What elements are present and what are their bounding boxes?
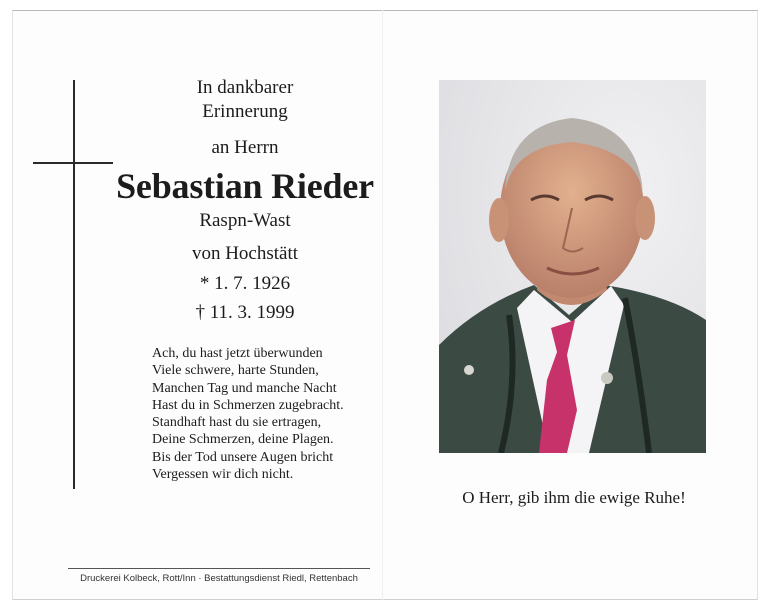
intro-line-1: In dankbarer (196, 77, 294, 98)
deceased-name: Sebastian Rieder (116, 166, 374, 206)
cross-icon-crossbar (33, 162, 113, 164)
poem-line: Hast du in Schmerzen zugebracht. (152, 397, 344, 413)
cross-icon (73, 80, 75, 489)
poem-line: Deine Schmerzen, deine Plagen. (152, 432, 334, 448)
poem-line: Vergessen wir dich nicht. (152, 467, 294, 483)
salutation: an Herrn (211, 137, 279, 158)
death-date: † 11. 3. 1999 (195, 302, 295, 323)
house-name: Raspn-Wast (199, 210, 291, 231)
origin: von Hochstätt (191, 243, 299, 264)
footer-divider (68, 568, 370, 569)
prayer-line: O Herr, gib ihm die ewige Ruhe! (462, 488, 686, 507)
intro-line-2: Erinnerung (202, 101, 288, 122)
printer-credit: Druckerei Kolbeck, Rott/Inn · Bestattungsdienst Riedl, Rettenbach (80, 573, 358, 584)
poem-line: Manchen Tag und manche Nacht (152, 380, 337, 396)
card-fold (382, 10, 383, 600)
portrait-illustration (439, 80, 706, 453)
poem-line: Standhaft hast du sie ertragen, (152, 415, 322, 431)
poem-line: Ach, du hast jetzt überwunden (152, 346, 323, 361)
poem-line: Viele schwere, harte Stunden, (152, 363, 319, 379)
poem-line: Bis der Tod unsere Augen bricht (152, 449, 334, 465)
birth-date: * 1. 7. 1926 (199, 273, 291, 294)
portrait-photo (439, 80, 706, 453)
poem (152, 345, 344, 483)
